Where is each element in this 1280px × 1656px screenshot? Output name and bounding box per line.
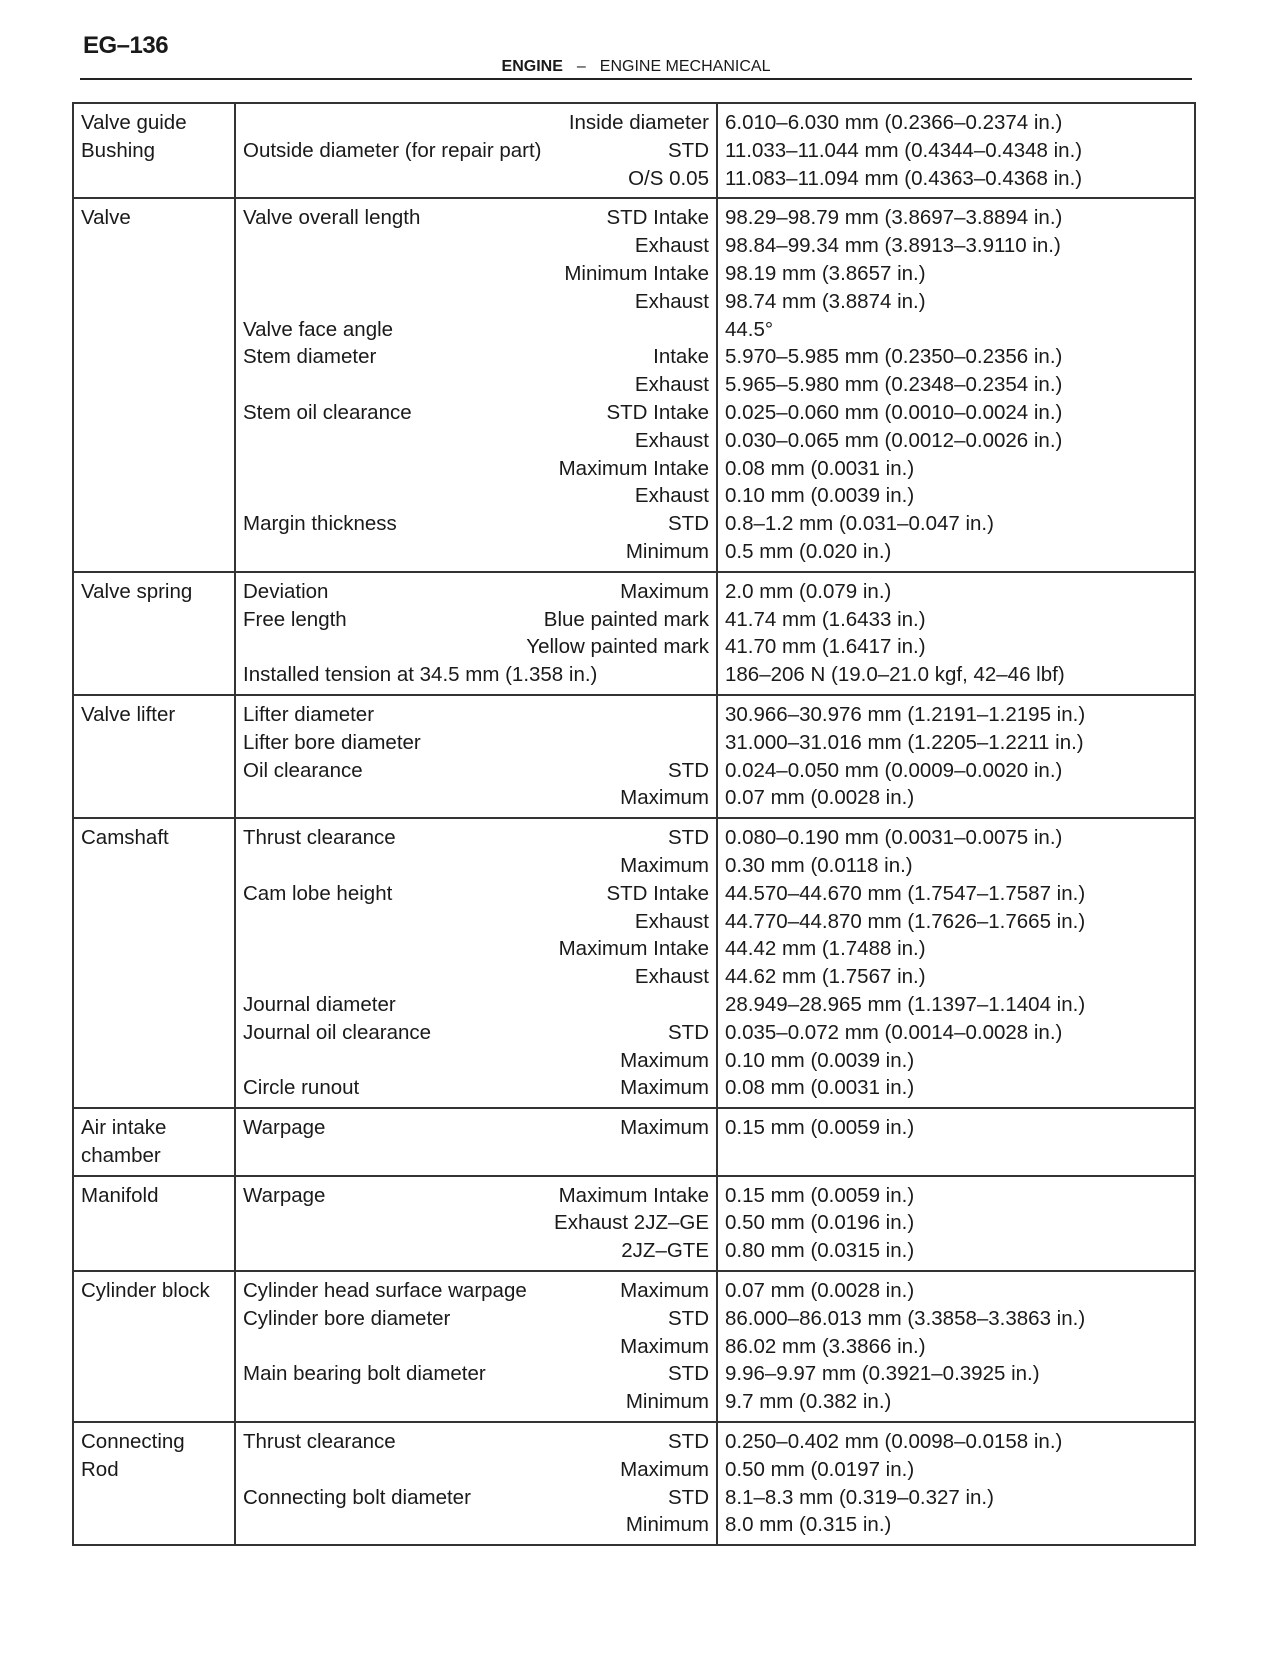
spec-condition: Maximum	[620, 1334, 709, 1358]
category-label-line: Manifold	[81, 1183, 159, 1207]
spec-item-line	[243, 963, 709, 991]
component-category	[73, 572, 235, 695]
spec-item-line	[243, 908, 709, 936]
spec-condition: 2JZ–GTE	[621, 1239, 709, 1263]
spec-condition: STD	[668, 1306, 709, 1330]
spec-item-line	[243, 371, 709, 399]
spec-item-line	[243, 1074, 709, 1102]
spec-group-row	[73, 1176, 1195, 1271]
spec-item-line	[243, 852, 709, 880]
spec-value: 8.0 mm (0.315 in.)	[725, 1513, 892, 1537]
spec-item-line	[243, 1277, 709, 1305]
spec-value	[725, 1142, 1187, 1170]
spec-item-label: Stem diameter	[243, 345, 377, 369]
spec-value: 0.30 mm (0.0118 in.)	[725, 853, 913, 877]
spec-item-line	[243, 1114, 709, 1142]
spec-value: 0.15 mm (0.0059 in.)	[725, 1116, 915, 1140]
spec-value: 9.96–9.97 mm (0.3921–0.3925 in.)	[725, 1362, 1040, 1386]
specification-table-body	[73, 103, 1195, 1545]
spec-condition: Maximum Intake	[558, 1183, 709, 1207]
spec-item-line	[243, 1047, 709, 1075]
spec-item-line	[243, 260, 709, 288]
spec-value: 44.62 mm (1.7567 in.)	[725, 965, 926, 989]
spec-item-line	[243, 427, 709, 455]
spec-value: 98.29–98.79 mm (3.8697–3.8894 in.)	[725, 206, 1063, 230]
spec-item-label: Thrust clearance	[243, 826, 396, 850]
category-label-line: chamber	[81, 1143, 161, 1167]
spec-item-line	[243, 1019, 709, 1047]
spec-item-line	[243, 757, 709, 785]
spec-item-label: Lifter diameter	[243, 702, 375, 726]
spec-items	[235, 1271, 717, 1422]
spec-item-line	[243, 343, 709, 371]
spec-item-label: Circle runout	[243, 1076, 360, 1100]
spec-item-label: Free length	[243, 607, 347, 631]
spec-values	[717, 198, 1195, 571]
spec-item-label: Cam lobe height	[243, 881, 393, 905]
spec-value: 0.025–0.060 mm (0.0010–0.0024 in.)	[725, 400, 1063, 424]
spec-condition: Inside diameter	[568, 111, 709, 134]
spec-condition: Yellow painted mark	[526, 635, 709, 659]
category-label-line: Valve lifter	[81, 702, 176, 726]
spec-item-label: Valve overall length	[243, 206, 421, 230]
spec-item-line	[243, 137, 709, 165]
spec-item-line	[243, 991, 709, 1019]
spec-condition: STD	[668, 512, 709, 536]
component-category	[73, 818, 235, 1108]
spec-item-line	[243, 784, 709, 812]
spec-item-label: Main bearing bolt diameter	[243, 1362, 486, 1386]
category-label-line: Rod	[81, 1457, 119, 1481]
spec-item-label: Lifter bore diameter	[243, 730, 421, 754]
spec-condition: STD	[668, 138, 709, 162]
spec-condition: Exhaust 2JZ–GE	[554, 1211, 709, 1235]
spec-value: 31.000–31.016 mm (1.2205–1.2211 in.)	[725, 730, 1084, 754]
spec-value: 8.1–8.3 mm (0.319–0.327 in.)	[725, 1485, 994, 1509]
spec-group-row	[73, 1422, 1195, 1545]
spec-group-row	[73, 198, 1195, 571]
spec-value: 0.10 mm (0.0039 in.)	[725, 484, 915, 508]
spec-value: 30.966–30.976 mm (1.2191–1.2195 in.)	[725, 702, 1086, 726]
spec-item-line	[243, 538, 709, 566]
spec-values	[717, 1108, 1195, 1176]
spec-items	[235, 198, 717, 571]
spec-item-line	[243, 1333, 709, 1361]
spec-item-line	[243, 232, 709, 260]
spec-values	[717, 818, 1195, 1108]
spec-condition: Blue painted mark	[543, 607, 709, 631]
spec-group-row	[73, 1271, 1195, 1422]
spec-item-line	[243, 880, 709, 908]
spec-value: 0.08 mm (0.0031 in.)	[725, 1076, 915, 1100]
spec-items	[235, 818, 717, 1108]
spec-item-label: Stem oil clearance	[243, 400, 412, 424]
spec-value: 0.08 mm (0.0031 in.)	[725, 456, 915, 480]
spec-value: 0.5 mm (0.020 in.)	[725, 539, 892, 563]
spec-condition: Maximum	[620, 579, 709, 603]
spec-item-line	[243, 1182, 709, 1210]
spec-value: 0.15 mm (0.0059 in.)	[725, 1183, 915, 1207]
spec-item-label: Journal diameter	[243, 992, 396, 1016]
spec-value: 0.80 mm (0.0315 in.)	[725, 1239, 915, 1263]
spec-item-line	[243, 1142, 709, 1170]
spec-condition: Maximum	[620, 1279, 709, 1303]
component-category	[73, 1271, 235, 1422]
spec-item-line	[243, 316, 709, 344]
category-label-line: Camshaft	[81, 826, 169, 850]
spec-value: 0.50 mm (0.0196 in.)	[725, 1211, 915, 1235]
spec-values	[717, 1271, 1195, 1422]
component-category	[73, 695, 235, 818]
page-number: EG–136	[83, 32, 169, 59]
spec-items	[235, 1176, 717, 1271]
header-divider	[80, 78, 1192, 80]
spec-values	[717, 1422, 1195, 1545]
section-bold-title: ENGINE	[501, 58, 563, 75]
spec-value: 9.7 mm (0.382 in.)	[725, 1390, 892, 1414]
spec-item-line	[243, 399, 709, 427]
spec-value: 0.10 mm (0.0039 in.)	[725, 1048, 915, 1072]
spec-item-label: Valve face angle	[243, 317, 394, 341]
spec-value: 0.50 mm (0.0197 in.)	[725, 1457, 915, 1481]
spec-item-label: Warpage	[243, 1183, 326, 1207]
category-label-line: Valve spring	[81, 579, 193, 603]
spec-item-label: Cylinder head surface warpage	[243, 1279, 527, 1303]
component-category	[73, 198, 235, 571]
spec-items	[235, 572, 717, 695]
spec-item-line	[243, 482, 709, 510]
spec-condition: O/S 0.05	[628, 166, 709, 190]
spec-value: 41.74 mm (1.6433 in.)	[725, 607, 926, 631]
spec-value: 2.0 mm (0.079 in.)	[725, 579, 892, 603]
spec-condition: Minimum	[625, 1513, 709, 1537]
spec-condition: STD	[668, 758, 709, 782]
spec-condition: Maximum	[620, 1116, 709, 1140]
spec-value: 0.8–1.2 mm (0.031–0.047 in.)	[725, 512, 994, 536]
spec-condition: STD Intake	[606, 881, 709, 905]
component-category	[73, 1422, 235, 1545]
spec-value: 11.033–11.044 mm (0.4344–0.4348 in.)	[725, 138, 1083, 162]
spec-condition: Maximum	[620, 853, 709, 877]
spec-values	[717, 103, 1195, 198]
spec-condition: Minimum	[625, 539, 709, 563]
spec-items	[235, 1108, 717, 1176]
spec-item-line	[243, 1305, 709, 1333]
spec-condition: Exhaust	[634, 909, 709, 933]
spec-condition: Maximum Intake	[558, 937, 709, 961]
spec-item-line	[243, 1209, 709, 1237]
spec-value: 0.07 mm (0.0028 in.)	[725, 1279, 915, 1303]
spec-condition: Minimum	[625, 1390, 709, 1414]
section-title: ENGINE MECHANICAL	[599, 58, 771, 75]
spec-value: 44.42 mm (1.7488 in.)	[725, 937, 926, 961]
component-category	[73, 1108, 235, 1176]
spec-value: 5.965–5.980 mm (0.2348–0.2354 in.)	[725, 373, 1063, 397]
spec-item-label: Margin thickness	[243, 512, 397, 536]
spec-value: 98.19 mm (3.8657 in.)	[725, 261, 926, 285]
category-label-line: Valve guide	[81, 111, 187, 134]
spec-item-line	[243, 204, 709, 232]
spec-items	[235, 695, 717, 818]
spec-item-line	[243, 109, 709, 137]
spec-group-row	[73, 103, 1195, 198]
spec-value: 86.000–86.013 mm (3.3858–3.3863 in.)	[725, 1306, 1086, 1330]
spec-item-line	[243, 824, 709, 852]
spec-condition: Maximum	[620, 786, 709, 810]
spec-condition: STD	[668, 1430, 709, 1454]
spec-item-line	[243, 1484, 709, 1512]
spec-item-label: Journal oil clearance	[243, 1020, 432, 1044]
spec-value: 0.024–0.050 mm (0.0009–0.0020 in.)	[725, 758, 1063, 782]
spec-item-line	[243, 633, 709, 661]
spec-item-line	[243, 1360, 709, 1388]
spec-value: 0.250–0.402 mm (0.0098–0.0158 in.)	[725, 1430, 1063, 1454]
category-label-line: Bushing	[81, 138, 156, 162]
component-category	[73, 103, 235, 198]
spec-item-line	[243, 661, 709, 689]
spec-item-line	[243, 455, 709, 483]
spec-item-label: Oil clearance	[243, 758, 363, 782]
specification-table	[72, 102, 1196, 1546]
spec-condition: STD	[668, 826, 709, 850]
spec-item-label: Deviation	[243, 579, 329, 603]
spec-item-label: Warpage	[243, 1116, 326, 1140]
spec-item-line	[243, 935, 709, 963]
spec-item-line	[243, 578, 709, 606]
spec-value: 5.970–5.985 mm (0.2350–0.2356 in.)	[725, 345, 1063, 369]
spec-item-line	[243, 288, 709, 316]
spec-item-line	[243, 729, 709, 757]
spec-value: 11.083–11.094 mm (0.4363–0.4368 in.)	[725, 166, 1083, 190]
category-label-line: Air intake	[81, 1116, 167, 1140]
spec-value: 41.70 mm (1.6417 in.)	[725, 635, 926, 659]
spec-item-line	[243, 510, 709, 538]
spec-condition: Maximum	[620, 1076, 709, 1100]
spec-items	[235, 1422, 717, 1545]
spec-item-label: Outside diameter (for repair part)	[243, 138, 542, 162]
spec-condition: Maximum Intake	[558, 456, 709, 480]
spec-value: 6.010–6.030 mm (0.2366–0.2374 in.)	[725, 111, 1063, 134]
spec-item-line	[243, 606, 709, 634]
spec-item-line	[243, 1511, 709, 1539]
spec-value: 86.02 mm (3.3866 in.)	[725, 1334, 926, 1358]
spec-group-row	[73, 572, 1195, 695]
spec-item-label: Connecting bolt diameter	[243, 1485, 471, 1509]
spec-value: 98.74 mm (3.8874 in.)	[725, 289, 926, 313]
spec-condition: STD	[668, 1485, 709, 1509]
spec-value: 0.07 mm (0.0028 in.)	[725, 786, 915, 810]
spec-items	[235, 103, 717, 198]
spec-condition: Exhaust	[634, 428, 709, 452]
spec-values	[717, 572, 1195, 695]
spec-value: 98.84–99.34 mm (3.8913–3.9110 in.)	[725, 234, 1061, 258]
section-separator: –	[576, 58, 586, 75]
spec-condition: Exhaust	[634, 234, 709, 258]
spec-item-label: Installed tension at 34.5 mm (1.358 in.)	[243, 663, 598, 687]
spec-condition: Intake	[653, 345, 709, 369]
spec-group-row	[73, 818, 1195, 1108]
component-category	[73, 1176, 235, 1271]
spec-condition: STD Intake	[606, 400, 709, 424]
spec-value: 186–206 N (19.0–21.0 kgf, 42–46 lbf)	[725, 663, 1065, 687]
spec-condition: Exhaust	[634, 965, 709, 989]
spec-condition: Maximum	[620, 1457, 709, 1481]
spec-condition: Maximum	[620, 1048, 709, 1072]
spec-value: 0.035–0.072 mm (0.0014–0.0028 in.)	[725, 1020, 1063, 1044]
spec-condition: Exhaust	[634, 484, 709, 508]
spec-value: 0.030–0.065 mm (0.0012–0.0026 in.)	[725, 428, 1063, 452]
section-header	[80, 58, 1192, 76]
spec-value: 28.949–28.965 mm (1.1397–1.1404 in.)	[725, 992, 1086, 1016]
category-label-line: Connecting	[81, 1430, 185, 1454]
spec-condition: STD	[668, 1020, 709, 1044]
category-label-line: Valve	[81, 206, 131, 230]
spec-condition: Exhaust	[634, 373, 709, 397]
spec-values	[717, 695, 1195, 818]
spec-condition: Exhaust	[634, 289, 709, 313]
spec-item-line	[243, 1237, 709, 1265]
spec-value: 44.570–44.670 mm (1.7547–1.7587 in.)	[725, 881, 1086, 905]
spec-item-label: Thrust clearance	[243, 1430, 396, 1454]
category-label-line: Cylinder block	[81, 1279, 210, 1303]
spec-group-row	[73, 1108, 1195, 1176]
spec-value: 44.770–44.870 mm (1.7626–1.7665 in.)	[725, 909, 1086, 933]
spec-item-line	[243, 165, 709, 193]
spec-item-line	[243, 1456, 709, 1484]
spec-condition: Minimum Intake	[564, 261, 709, 285]
spec-item-line	[243, 1388, 709, 1416]
spec-group-row	[73, 695, 1195, 818]
spec-item-label: Cylinder bore diameter	[243, 1306, 451, 1330]
spec-condition: STD Intake	[606, 206, 709, 230]
spec-condition: STD	[668, 1362, 709, 1386]
spec-values	[717, 1176, 1195, 1271]
spec-value: 44.5°	[725, 317, 774, 341]
spec-value: 0.080–0.190 mm (0.0031–0.0075 in.)	[725, 826, 1063, 850]
spec-item-line	[243, 1428, 709, 1456]
spec-item-line	[243, 701, 709, 729]
